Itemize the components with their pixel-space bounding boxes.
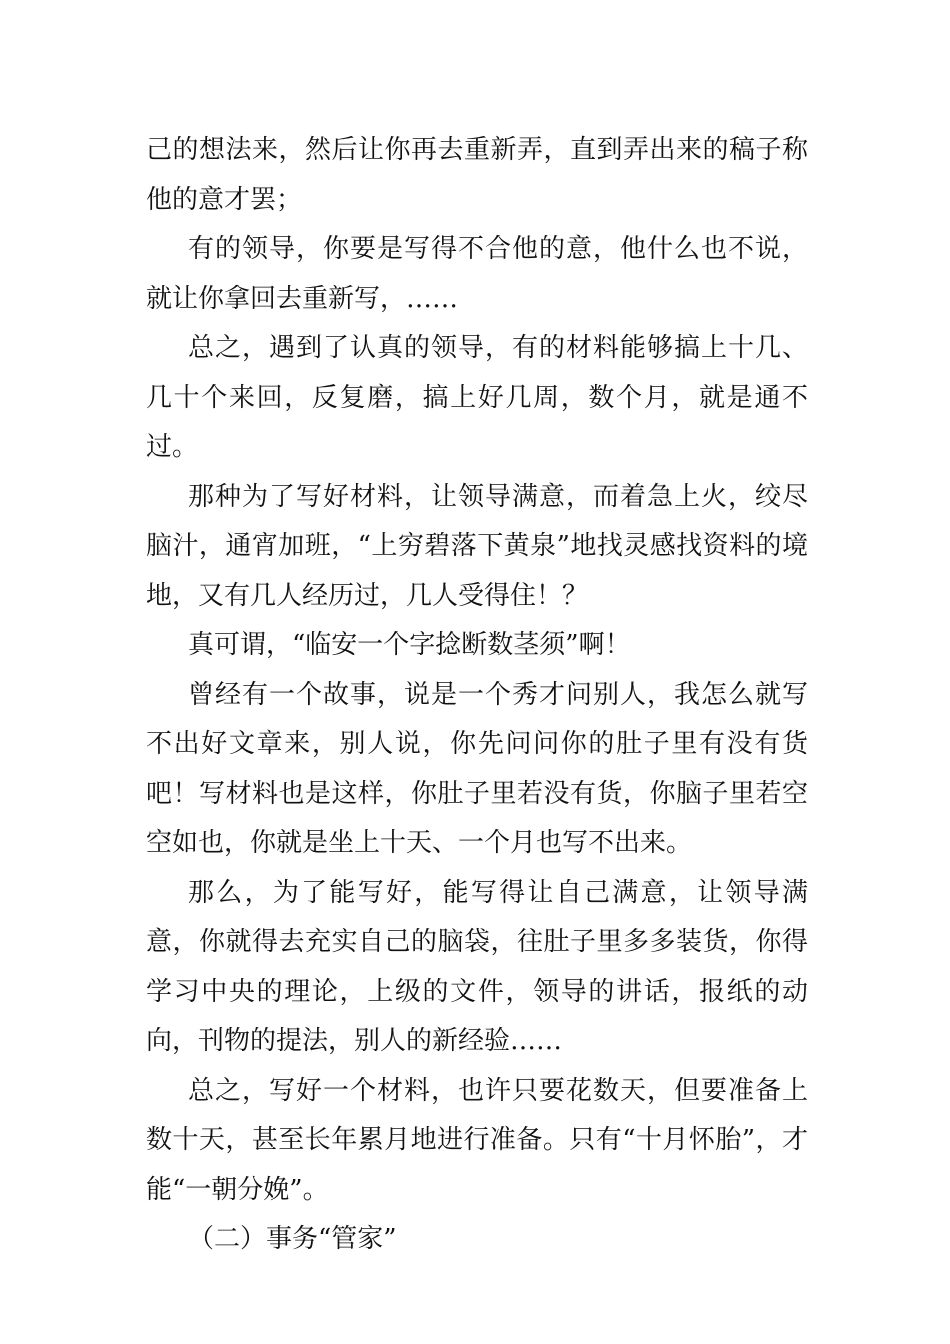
paragraph: 己的想法来，然后让你再去重新弄，直到弄出来的稿子称他的意才罢；	[146, 135, 808, 215]
body-text	[146, 126, 808, 1265]
paragraph: 那种为了写好材料，让领导满意，而着急上火，绞尽脑汁，通宵加班，“上穷碧落下黄泉”地找灵感找资料的境地，又有几人经历过，几人受得住！？	[146, 481, 808, 611]
section-heading: （二）事务“管家”	[188, 1224, 397, 1254]
paragraph: 总之，写好一个材料，也许只要花数天，但要准备上数十天，甚至长年累月地进行准备。只有“十月怀胎”，才能“一朝分娩”。	[146, 1075, 808, 1205]
paragraph: 有的领导，你要是写得不合他的意，他什么也不说，就让你拿回去重新写，……	[146, 234, 808, 314]
paragraph: 真可谓，“临安一个字捻断数茎须”啊！	[188, 630, 631, 660]
paragraph: 曾经有一个故事，说是一个秀才问别人，我怎么就写不出好文章来，别人说，你先问问你的肚子里有没有货吧！写材料也是这样，你肚子里若没有货，你脑子里若空空如也，你就是坐上十天、一个月也写不出来。	[146, 679, 808, 858]
paragraph: 总之，遇到了认真的领导，有的材料能够搞上十几、几十个来回，反复磨，搞上好几周，数个月，就是通不过。	[146, 333, 808, 462]
paragraph: 那么，为了能写好，能写得让自己满意，让领导满意，你就得去充实自己的脑袋，往肚子里多多装货，你得学习中央的理论，上级的文件，领导的讲话，报纸的动向，刊物的提法，别人的新经验……	[146, 877, 808, 1056]
